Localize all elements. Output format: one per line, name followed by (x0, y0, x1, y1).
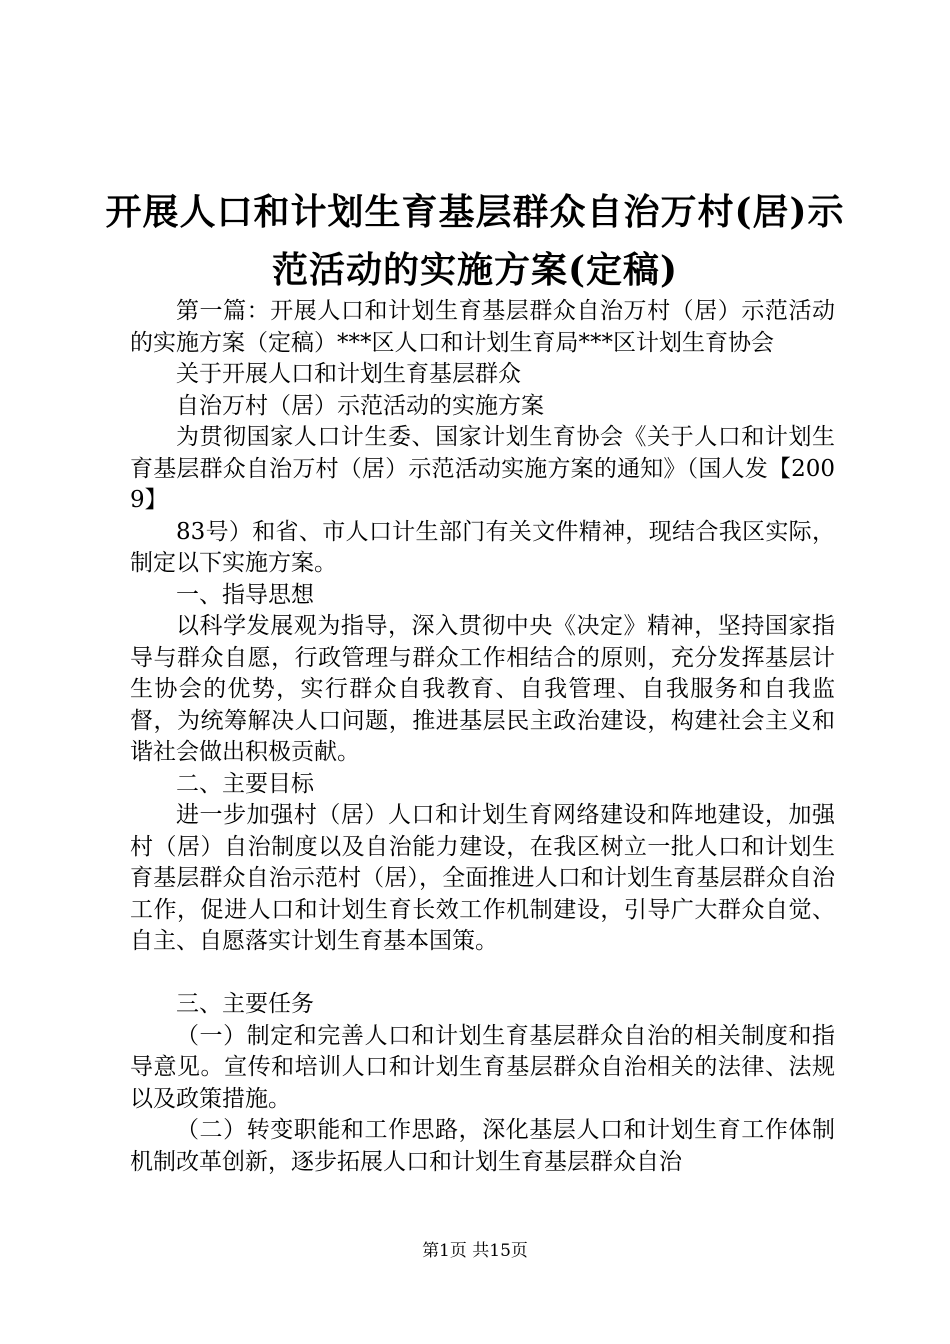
section-heading-main-tasks: 三、主要任务 (176, 991, 314, 1017)
paragraph-heading-line-2: 自治万村（居）示范活动的实施方案 (176, 392, 544, 419)
paragraph-purpose-continued: 83号）和省、市人口计生部门有关文件精神，现结合我区实际，制定以下实施方案。 (130, 518, 835, 576)
section-heading-guiding-ideology: 一、指导思想 (176, 581, 314, 608)
paragraph-task-2: （二）转变职能和工作思路，深化基层人口和计划生育工作体制机制改革创新，逐步拓展人口和计划生育基层群众自治 (130, 1117, 835, 1175)
section-heading-main-goals: 二、主要目标 (176, 770, 314, 797)
document-title-line-1: 开展人口和计划生育基层群众自治万村(居)示 (105, 191, 845, 233)
paragraph-purpose: 为贯彻国家人口计生委、国家计划生育协会《关于人口和计划生育基层群众自治万村（居）示范活动实施方案的通知》（国人发【2009】 (130, 424, 835, 513)
document-body (130, 296, 835, 1178)
paragraph-task-1: （一）制定和完善人口和计划生育基层群众自治的相关制度和指导意见。宣传和培训人口和计划生育基层群众自治相关的法律、法规以及政策措施。 (130, 1022, 835, 1112)
document-title-line-2: 范活动的实施方案(定稿) (271, 249, 679, 291)
paragraph-main-goals: 进一步加强村（居）人口和计划生育网络建设和阵地建设，加强村（居）自治制度以及自治能力建设，在我区树立一批人口和计划生育基层群众自治示范村（居），全面推进人口和计划生育基层群众自治工作，促进人口和计划生育长效工作机制建设，引导广大群众自觉、自主、自愿落实计划生育基本国策。 (130, 802, 835, 954)
paragraph-guiding-ideology: 以科学发展观为指导，深入贯彻中央《决定》精神，坚持国家指导与群众自愿，行政管理与群众工作相结合的原则，充分发挥基层计生协会的优势，实行群众自我教育、自我管理、自我服务和自我监督，为统筹解决人口问题，推进基层民主政治建设，构建社会主义和谐社会做出积极贡献。 (130, 613, 835, 765)
paragraph-intro: 第一篇：开展人口和计划生育基层群众自治万村（居）示范活动的实施方案（定稿）***区人口和计划生育局***区计划生育协会 (130, 298, 835, 356)
paragraph-heading-line-1: 关于开展人口和计划生育基层群众 (176, 361, 521, 387)
page-number: 第1页 共15页 (422, 1241, 528, 1261)
